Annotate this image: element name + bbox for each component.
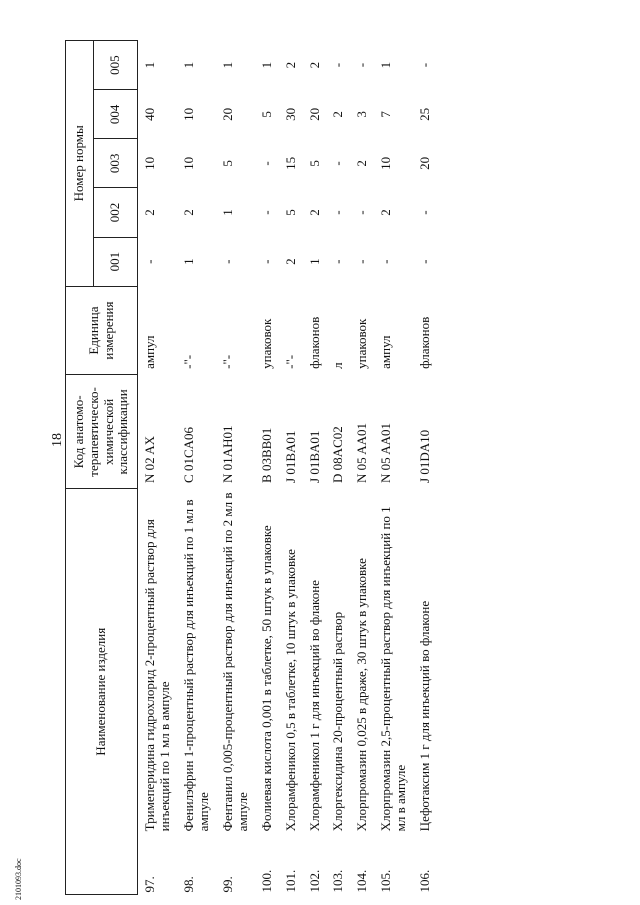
item-name: Хлорамфеникол 1 г для инъекций во флаконе: [306, 580, 322, 832]
norm-value-004: 7: [378, 111, 394, 118]
header-norm-002: 002: [94, 188, 138, 237]
header-norm-001: 001: [94, 237, 138, 286]
norm-value-002: 2: [142, 209, 157, 216]
norm-value-005: 2: [306, 61, 322, 69]
norm-value-005: 1: [219, 61, 235, 69]
table-row: [138, 41, 177, 895]
norm-value-002: 1: [219, 209, 235, 216]
table-row: [303, 41, 327, 895]
norm-value-002: -: [330, 210, 346, 215]
norm-value-002: 2: [180, 209, 196, 216]
table-row: [350, 41, 374, 895]
header-unit: Единица измерения: [66, 286, 138, 375]
norm-value-001: 1: [306, 258, 322, 265]
unit-of-measure: -"-: [282, 354, 298, 369]
norm-value-001: -: [354, 259, 370, 264]
footer-document-code: 2101093.doc: [14, 858, 23, 900]
unit-of-measure: л: [330, 362, 346, 369]
norm-value-004: 5: [258, 111, 274, 118]
norm-value-003: -: [330, 161, 346, 166]
norm-value-005: 1: [378, 61, 394, 69]
norm-value-001: -: [330, 259, 346, 264]
table-row: [255, 41, 279, 895]
table-row: [216, 41, 255, 895]
atc-code: B 03BB01: [258, 427, 274, 483]
norm-value-004: 30: [282, 107, 298, 121]
atc-code: C 01CA06: [180, 426, 196, 483]
row-number: 99.: [219, 876, 235, 893]
header-norm-group: Номер нормы: [66, 41, 94, 287]
norms-table: [65, 40, 437, 895]
norm-value-005: -: [330, 62, 346, 68]
norm-value-004: 20: [219, 107, 235, 121]
norm-value-002: -: [354, 210, 370, 215]
unit-of-measure: ампул: [142, 335, 157, 369]
atc-code: N 05 AA01: [378, 423, 394, 483]
atc-code: J 01BA01: [306, 430, 322, 483]
unit-of-measure: флаконов: [417, 316, 433, 369]
item-name: Фолиевая кислота 0,001 в таблетке, 50 штук в упаковке: [258, 525, 274, 832]
norm-value-004: 3: [354, 111, 370, 118]
norm-value-002: 2: [306, 209, 322, 216]
norm-value-003: 2: [354, 160, 370, 167]
table-row: [374, 41, 413, 895]
item-name: Хлорпромазин 2,5-процентный раствор для инъекций по 1 мл в ампуле: [378, 506, 409, 832]
item-name: Фентанил 0,005-процентный раствор для инъекций по 2 мл в ампуле: [219, 492, 250, 832]
norm-value-004: 10: [180, 107, 196, 121]
atc-code: D 08AC02: [330, 426, 346, 483]
norm-value-005: 1: [142, 61, 157, 69]
norm-value-001: -: [258, 259, 274, 264]
norm-value-001: 2: [282, 258, 298, 265]
unit-of-measure: -"-: [180, 354, 196, 369]
norm-value-003: 10: [142, 156, 157, 170]
norm-value-005: 1: [258, 61, 274, 69]
norm-value-001: -: [142, 259, 157, 264]
atc-code: N 02 AX: [142, 436, 157, 483]
row-number: 104.: [354, 869, 370, 893]
norm-value-002: -: [258, 210, 274, 215]
norm-value-003: 20: [417, 156, 433, 170]
header-norm-004: 004: [94, 90, 138, 139]
header-norm-005: 005: [94, 41, 138, 90]
item-name: Хлорамфеникол 0,5 в таблетке, 10 штук в упаковке: [282, 549, 298, 832]
header-code: Код анатомо-терапевтическо-химической классификации: [66, 375, 138, 489]
item-name: Хлоргексидина 20-процентный раствор: [330, 611, 346, 832]
unit-of-measure: ампул: [378, 335, 394, 369]
table-row: [177, 41, 216, 895]
row-number: 102.: [306, 869, 322, 893]
row-number: 100.: [258, 869, 274, 893]
header-name: Наименование изделия: [66, 489, 138, 895]
row-number: 103.: [330, 869, 346, 893]
header-norm-003: 003: [94, 139, 138, 188]
unit-of-measure: упаковок: [258, 318, 274, 369]
row-number: 97.: [142, 876, 157, 893]
norm-value-001: -: [378, 259, 394, 264]
norm-value-002: 2: [378, 209, 394, 216]
norm-value-004: 40: [142, 107, 157, 121]
norm-value-001: -: [417, 259, 433, 264]
norm-value-003: 10: [180, 156, 196, 170]
item-name: Хлорпромазин 0,025 в драже, 30 штук в упаковке: [354, 558, 370, 832]
norm-value-001: -: [219, 259, 235, 264]
norm-value-003: 10: [378, 156, 394, 170]
norms-table-frame: [65, 40, 605, 895]
row-number: 105.: [378, 869, 394, 893]
item-name: Фенилэфрин 1-процентный раствор для инъекций по 1 мл в ампуле: [180, 499, 211, 832]
atc-code: J 01BA01: [282, 430, 298, 483]
row-number: 101.: [282, 869, 298, 893]
item-name: Цефотаксим 1 г для инъекций во флаконе: [417, 600, 433, 832]
norm-value-005: 2: [282, 61, 298, 69]
table-row: [413, 41, 437, 895]
unit-of-measure: -"-: [219, 354, 235, 369]
unit-of-measure: упаковок: [354, 318, 370, 369]
norm-value-005: 1: [180, 61, 196, 69]
norm-value-004: 2: [330, 111, 346, 118]
norm-value-003: 5: [219, 160, 235, 167]
atc-code: N 01AH01: [219, 425, 235, 483]
item-name: Тримеперидина гидрохлорид 2-процентный раствор для инъекций по 1 мл в ампуле: [142, 519, 172, 832]
norm-value-002: 5: [282, 209, 298, 216]
norm-value-001: 1: [180, 258, 196, 265]
unit-of-measure: флаконов: [306, 316, 322, 369]
table-row: [279, 41, 303, 895]
norm-value-004: 20: [306, 107, 322, 121]
atc-code: J 01DA10: [417, 429, 433, 483]
row-number: 106.: [417, 869, 433, 893]
atc-code: N 05 AA01: [354, 423, 370, 483]
row-number: 98.: [180, 876, 196, 893]
norm-value-003: 15: [282, 156, 298, 170]
norm-value-003: -: [258, 161, 274, 166]
table-row: [326, 41, 350, 895]
norm-value-004: 25: [417, 107, 433, 121]
norm-value-005: -: [354, 62, 370, 68]
page-number: 18: [50, 433, 65, 447]
norm-value-002: -: [417, 210, 433, 215]
norm-value-003: 5: [306, 160, 322, 167]
norm-value-005: -: [417, 62, 433, 68]
